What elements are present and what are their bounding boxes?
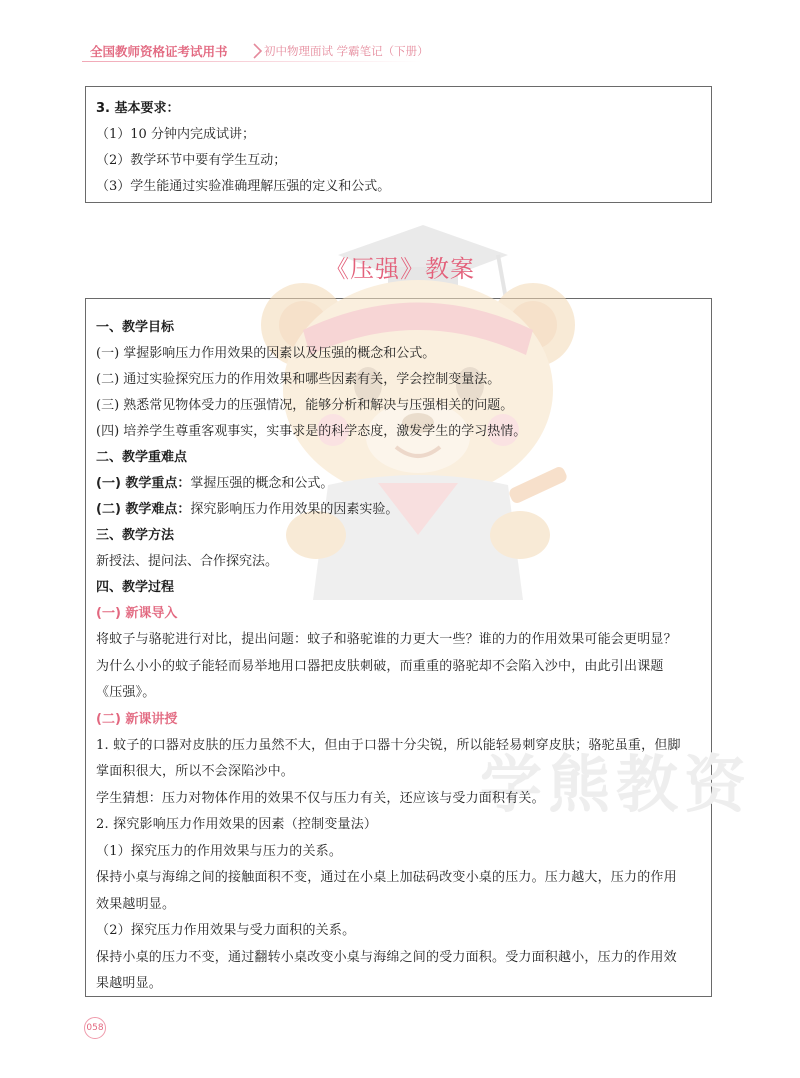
header-divider xyxy=(82,61,422,62)
goal-item-2: (二) 通过实验探究压力的作用效果和哪些因素有关，学会控制变量法。 xyxy=(96,372,501,387)
requirement-item-1: （1）10 分钟内完成试讲； xyxy=(96,127,255,142)
lecture-heading: (二) 新课讲授 xyxy=(96,711,178,727)
intro-line-3: 《压强》。 xyxy=(96,685,156,700)
requirement-item-3: （3）学生能通过实验准确理解压强的定义和公式。 xyxy=(96,179,391,194)
requirement-item-2: （2）教学环节中要有学生互动； xyxy=(96,153,287,168)
key-focus-text: 掌握压强的概念和公式。 xyxy=(190,476,334,491)
key-focus-line xyxy=(96,471,701,497)
process-heading: 四、教学过程 xyxy=(96,580,175,595)
page-number: 058 xyxy=(84,1017,106,1039)
goal-item-3: (三) 熟悉常见物体受力的压强情况，能够分析和解决与压强相关的问题。 xyxy=(96,398,514,413)
requirements-box xyxy=(85,86,712,203)
intro-heading: (一) 新课导入 xyxy=(96,606,178,621)
lecture-line-5: （1）探究压力的作用效果与压力的关系。 xyxy=(96,843,343,859)
methods-text: 新授法、提问法、合作探究法。 xyxy=(96,554,279,569)
goal-item-4: (四) 培养学生尊重客观事实，实事求是的科学态度，激发学生的学习热情。 xyxy=(96,424,527,439)
key-difficulty-line xyxy=(96,497,701,523)
methods-heading: 三、教学方法 xyxy=(96,528,175,543)
key-points-heading: 二、教学重难点 xyxy=(96,450,188,465)
lecture-line-10: 果越明显。 xyxy=(96,976,163,991)
lecture-line-7: 效果越明显。 xyxy=(96,896,176,912)
lecture-line-4: 2. 探究影响压力作用效果的因素（控制变量法） xyxy=(96,817,378,832)
lecture-line-1: 1. 蚊子的口器对皮肤的压力虽然不大，但由于口器十分尖锐，所以能轻易刺穿皮肤；骆驼虽重，但脚 xyxy=(96,737,681,753)
lecture-line-2: 掌面积很大，所以不会深陷沙中。 xyxy=(96,764,295,779)
lecture-line-9: 保持小桌的压力不变，通过翻转小桌改变小桌与海绵之间的受力面积。受力面积越小，压力的作用效 xyxy=(96,949,677,965)
page-title: 《压强》教案 xyxy=(325,255,475,283)
lecture-line-8: （2）探究压力作用效果与受力面积的关系。 xyxy=(96,923,356,938)
lecture-line-6: 保持小桌与海绵之间的接触面积不变，通过在小桌上加砝码改变小桌的压力。压力越大，压力的作用 xyxy=(96,870,677,885)
key-focus-label: (一) 教学重点： xyxy=(96,476,191,491)
intro-line-1: 将蚊子与骆驼进行对比，提出问题：蚊子和骆驼谁的力更大一些？谁的力的作用效果可能会更明显？ xyxy=(96,632,677,647)
lesson-plan-box xyxy=(85,298,712,997)
header-book-title: 初中物理面试 学霸笔记（下册） xyxy=(264,44,429,58)
key-difficulty-text: 探究影响压力作用效果的因素实验。 xyxy=(190,502,399,517)
header-chevron-icon xyxy=(252,43,263,59)
goal-item-1: (一) 掌握影响压力作用效果的因素以及压强的概念和公式。 xyxy=(96,346,436,361)
requirements-heading: 3. 基本要求： xyxy=(96,101,180,116)
key-difficulty-label: (二) 教学难点： xyxy=(96,502,191,517)
header-series-title: 全国教师资格证考试用书 xyxy=(90,44,228,59)
lecture-line-3: 学生猜想：压力对物体作用的效果不仅与压力有关，还应该与受力面积有关。 xyxy=(96,790,545,806)
intro-line-2: 为什么小小的蚊子能轻而易举地用口器把皮肤刺破，而重重的骆驼却不会陷入沙中，由此引出课题 xyxy=(96,658,664,674)
watermark-text: 学熊教资 xyxy=(480,748,753,821)
page-header xyxy=(82,40,722,64)
goals-heading: 一、教学目标 xyxy=(96,320,175,335)
